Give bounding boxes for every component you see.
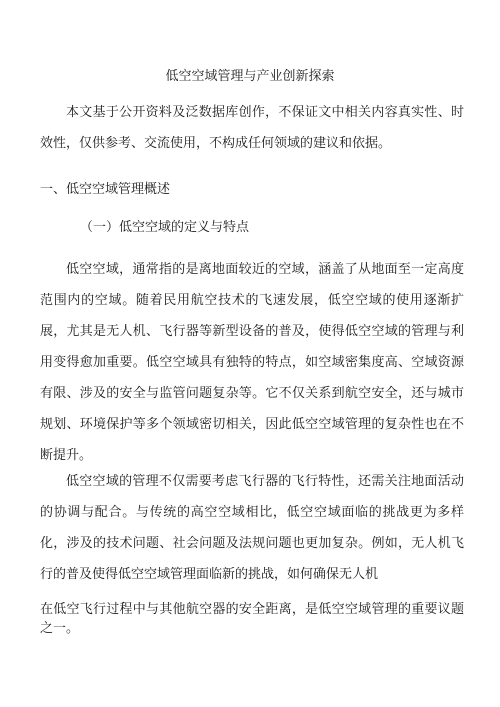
- document-title: 低空空域管理与产业创新探索: [165, 69, 335, 84]
- subsection-heading: （一）低空空域的定义与特点: [80, 220, 250, 235]
- body-paragraph-1: 低空空域，通常指的是离地面较近的空域，涵盖了从地面至一定高度范围内的空域。随着民用航空技术的飞速发展，低空空域的使用逐渐扩展，尤其是无人机、飞行器等新型设备的普及，使得低空空域的管理与利用变得愈加重要。低空空域具有独特的特点，如空域密集度高、空域资源有限、涉及的安全与监管问题复杂等。它不仅关系到航空安全，还与城市规划、环境保护等多个领域密切相关，因此低空空域管理的复杂性也在不断提升。: [40, 262, 464, 463]
- body-paragraph-2: 低空空域的管理不仅需要考虑飞行器的飞行特性，还需关注地面活动的协调与配合。与传统的高空空域相比，低空空域面临的挑战更为多样化，涉及的技术问题、社会问题及法规问题也更加复杂。例如，无人机飞行的普及使得低空空域管理面临新的挑战，如何确保无人机: [40, 474, 464, 582]
- body-paragraph-2-continuation: 在低空飞行过程中与其他航空器的安全距离，是低空空域管理的重要议题之一。: [40, 602, 464, 636]
- section-heading: 一、低空空域管理概述: [40, 182, 171, 197]
- disclaimer-paragraph: 本文基于公开资料及泛数据库创作，不保证文中相关内容真实性、时效性，仅供参考、交流使用，不构成任何领域的建议和依据。: [40, 105, 464, 151]
